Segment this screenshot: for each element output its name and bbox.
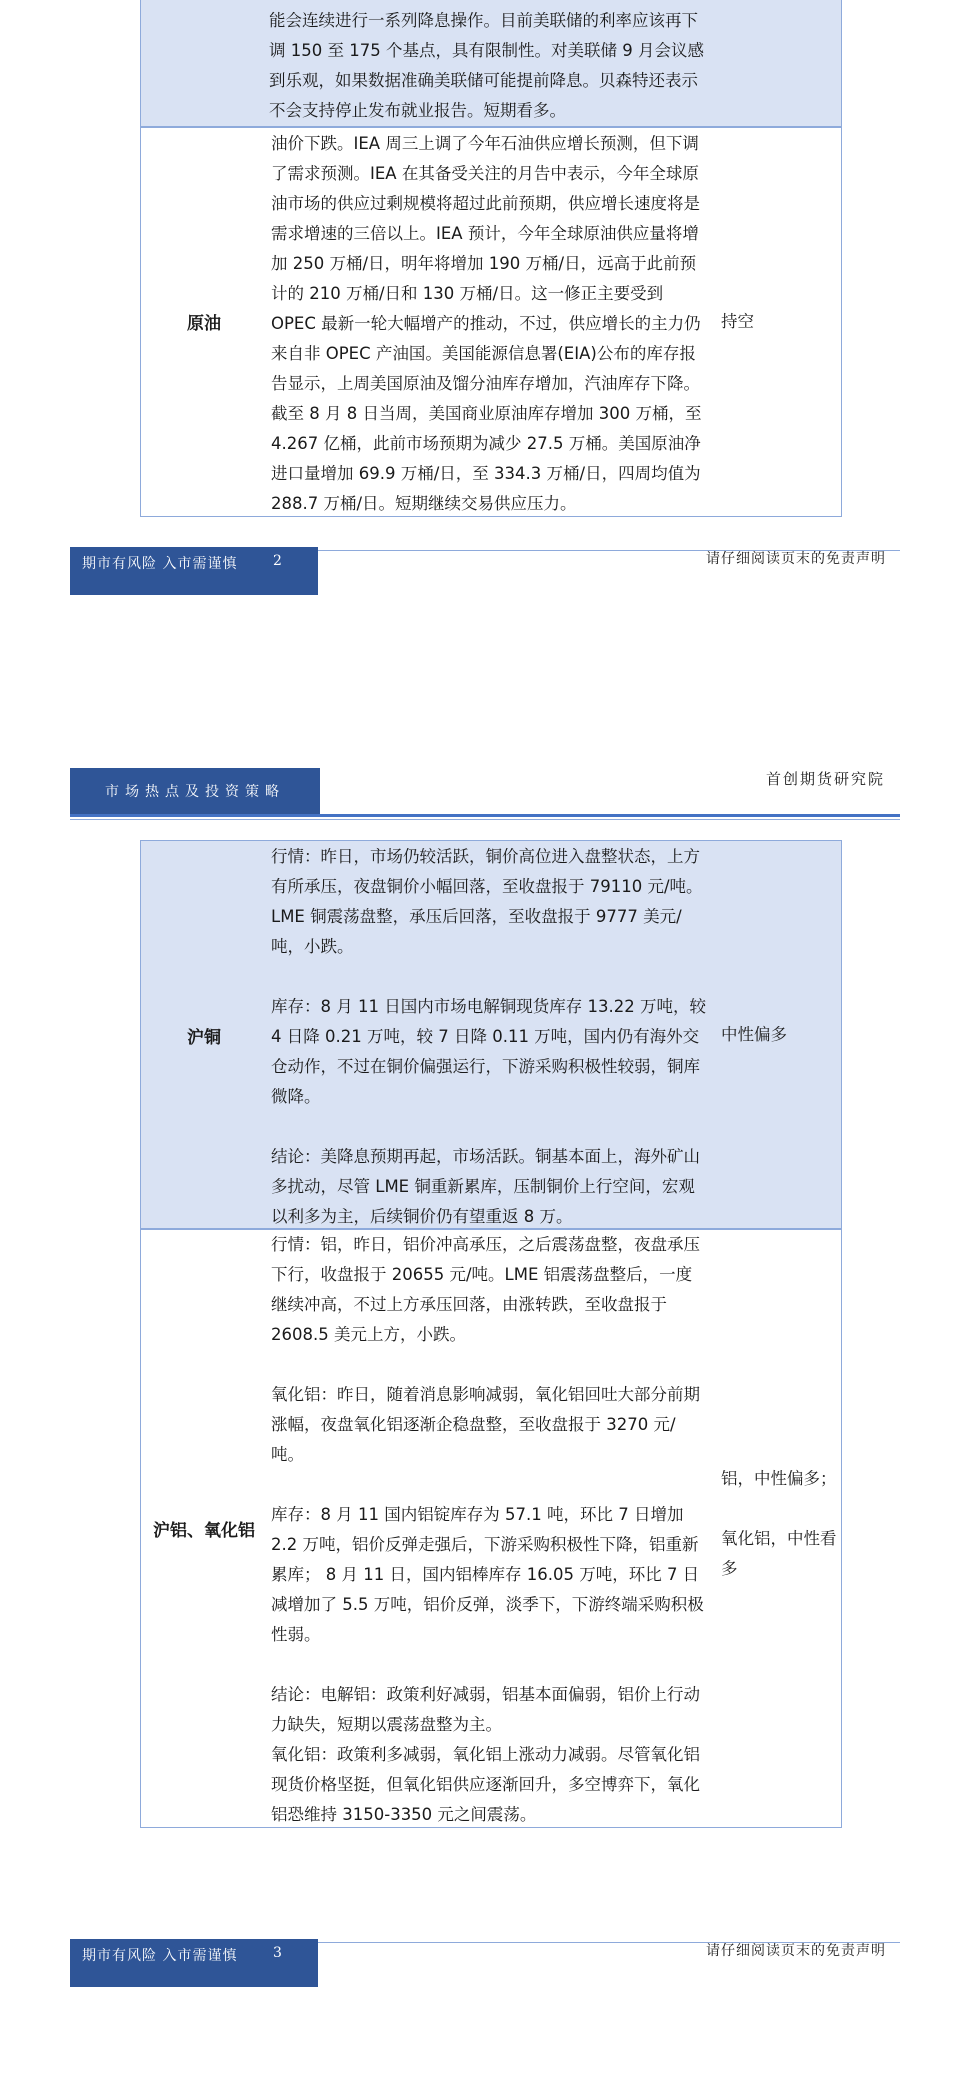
alumina-conclusion: 氧化铝：政策利多减弱，氧化铝上涨动力减弱。尽管氧化铝现货价格坚挺，但氧化铝供应逐渐回升，多空博弈下，氧化铝恐维持 3150-3350 元之间震荡。 — [271, 1745, 700, 1824]
copper-market: 行情：昨日，市场仍较活跃，铜价高位进入盘整状态，上方有所承压，夜盘铜价小幅回落，至收盘报于 79110 元/吨。LME 铜震荡盘整，承压后回落，至收盘报于 9777 美元/吨，小跌。 — [271, 847, 703, 956]
copper-view: 中性偏多 — [721, 1025, 787, 1044]
page3-footer-bar — [70, 1939, 318, 1987]
copper-text — [271, 842, 706, 1232]
crude-label: 原油 — [187, 314, 221, 334]
copper-row — [140, 840, 842, 1230]
page2-disclaimer-note: 请仔细阅读页末的免责声明 — [706, 551, 886, 567]
aluminum-inventory: 库存：8 月 11 国内铝锭库存为 57.1 吨，环比 7 日增加 2.2 万吨，铝价反弹走强后，下游采购积极性下降，铝重新累库； 8 月 11 日，国内铝棒库存 16.05 万吨，环比 7 日减增加了 5.5 万吨，铝价反弹，淡季下，下游终端采购积极性弱。 — [271, 1505, 704, 1644]
page3-disclaimer-note: 请仔细阅读页末的免责声明 — [706, 1943, 886, 1959]
aluminum-view — [721, 1464, 837, 1584]
aluminum-label: 沪铝、氧化铝 — [153, 1520, 255, 1541]
crude-divider-left — [267, 127, 268, 516]
page3-footer-risk: 期市有风险 入市需谨慎 — [82, 1948, 238, 1964]
page2-page-number: 2 — [273, 553, 283, 569]
page2-footer-bar — [70, 547, 318, 595]
aluminum-row — [140, 1228, 842, 1828]
page3-page-number: 3 — [273, 1945, 283, 1961]
page2-footer-risk: 期市有风险 入市需谨慎 — [82, 556, 238, 572]
page3-header-institute: 首创期货研究院 — [766, 770, 886, 788]
aluminum-view-al: 铝，中性偏多； — [721, 1469, 837, 1488]
copper-conclusion: 结论：美降息预期再起，市场活跃。铜基本面上，海外矿山多扰动，尽管 LME 铜重新累库，压制铜价上行空间，宏观以利多为主，后续铜价仍有望重返 8 万。 — [271, 1147, 700, 1226]
copper-label: 沪铜 — [187, 1027, 221, 1048]
aluminum-conclusion: 结论：电解铝：政策利好减弱，铝基本面偏弱，铝价上行动力缺失，短期以震荡盘整为主。 — [271, 1685, 700, 1734]
page3-header-rule-thick — [70, 814, 900, 817]
crude-row — [140, 126, 842, 517]
fed-row — [140, 0, 842, 128]
fed-text-clip — [269, 0, 704, 126]
alumina-market: 氧化铝：昨日，随着消息影响减弱，氧化铝回吐大部分前期涨幅，夜盘氧化铝逐渐企稳盘整，至收盘报于 3270 元/吨。 — [271, 1385, 700, 1464]
copper-inventory: 库存：8 月 11 日国内市场电解铜现货库存 13.22 万吨，较 4 日降 0.21 万吨，较 7 日降 0.11 万吨，国内仍有海外交仓动作，不过在铜价偏强运行，下游采购积极性较弱，铜库微降。 — [271, 997, 706, 1106]
crude-text: 油价下跌。IEA 周三上调了今年石油供应增长预测，但下调了需求预测。IEA 在其备受关注的月告中表示，今年全球原油市场的供应过剩规模将超过此前预期，供应增长速度将是需求增速的三倍以上。IEA 预计，今年全球原油供应量将增加 250 万桶/日，明年将增加 190 万桶/日，远高于此前预计的 210 万桶/日和 130 万桶/日。这一修正主要受到 OPEC 最新一轮大幅增产的推动，不过，供应增长的主力仍来自非 OPEC 产油国。美国能源信息署(EIA)公布的库存报告显示，上周美国原油及馏分油库存增加，汽油库存下降。截至 8 月 8 日当周，美国商业原油库存增加 300 万桶，至 4.267 亿桶，此前市场预期为减少 27.5 万桶。美国原油净进口量增加 69.9 万桶/日，至 334.3 万桶/日，四周均值为 288.7 万桶/日。短期继续交易供应压力。 — [271, 134, 702, 513]
aluminum-view-alumina: 氧化铝，中性看多 — [721, 1529, 837, 1578]
aluminum-market: 行情：铝，昨日，铝价冲高承压，之后震荡盘整，夜盘承压下行，收盘报于 20655 元/吨。LME 铝震荡盘整后，一度继续冲高，不过上方承压回落，由涨转跌，至收盘报于 2608.5 美元上方，小跌。 — [271, 1235, 700, 1344]
fed-text: 能会连续进行一系列降息操作。目前美联储的利率应该再下调 150 至 175 个基点，具有限制性。对美联储 9 月会议感到乐观，如果数据准确美联储可能提前降息。贝森特还表示不会支持停止发布就业报告。短期看多。 — [269, 11, 704, 120]
page3-header-bar: 市场热点及投资策略 — [70, 768, 320, 814]
page3-header-rule-thin — [70, 819, 900, 820]
aluminum-text — [271, 1230, 706, 1830]
crude-view: 持空 — [721, 311, 754, 331]
